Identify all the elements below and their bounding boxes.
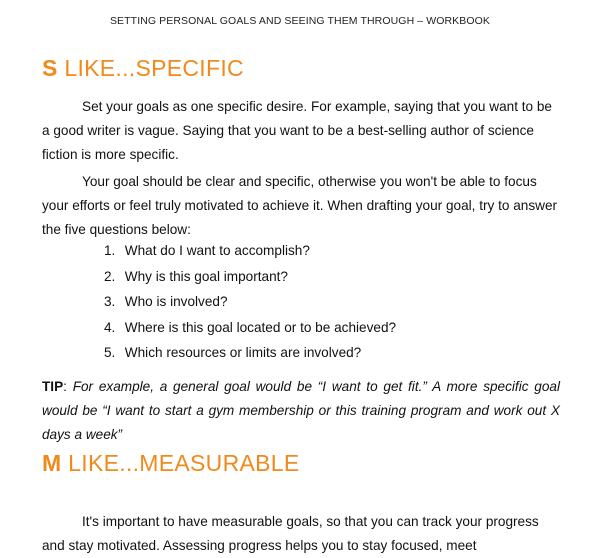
list-number: 4.	[104, 319, 116, 335]
list-item	[104, 264, 396, 290]
paragraph-text: It's important to have measurable goals, so that you can track your progress and stay motivated. Assessing progress helps you to stay focused, meet	[42, 514, 539, 553]
tip-text: For example, a general goal would be “I want to get fit.” A more specific goal would be “I want to start a gym membership or this training program and work out X days a week”	[42, 379, 560, 442]
measurable-paragraph-1	[42, 510, 562, 558]
heading-title-text: LIKE...SPECIFIC	[57, 55, 244, 81]
list-item-text: Which resources or limits are involved?	[124, 345, 362, 360]
specific-paragraph-1	[42, 95, 562, 167]
list-item	[104, 238, 396, 264]
section-heading-measurable	[42, 450, 300, 477]
list-item	[104, 315, 396, 341]
list-item-text: Where is this goal located or to be achieved?	[124, 319, 397, 335]
tip-paragraph	[42, 375, 560, 447]
tip-label: TIP	[42, 379, 64, 394]
running-header: SETTING PERSONAL GOALS AND SEEING THEM THROUGH – WORKBOOK	[109, 15, 491, 27]
list-item-text: What do I want to accomplish?	[124, 243, 310, 258]
list-number: 1.	[104, 243, 116, 258]
heading-title-text: LIKE...MEASURABLE	[61, 450, 300, 476]
list-item-text: Who is involved?	[124, 294, 228, 309]
list-item-text: Why is this goal important?	[124, 268, 288, 284]
tip-colon: :	[63, 379, 73, 394]
heading-initial-letter: M	[42, 450, 62, 476]
list-number: 3.	[104, 294, 116, 309]
list-number: 2.	[104, 268, 116, 284]
specific-paragraph-2	[42, 170, 562, 242]
list-item	[104, 289, 396, 315]
paragraph-text: Set your goals as one specific desire. For example, saying that you want to be a good writer is vague. Saying that you want to be a best-selling author of science fiction is more specific.	[42, 99, 552, 162]
list-number: 5.	[104, 345, 116, 360]
heading-initial-letter: S	[42, 55, 58, 81]
list-item	[104, 340, 396, 366]
paragraph-text: Your goal should be clear and specific, otherwise you won't be able to focus your efforts or feel truly motivated to achieve it. When drafting your goal, try to answer the five questions below:	[42, 174, 558, 237]
five-questions-list	[104, 238, 396, 366]
section-heading-specific	[42, 55, 244, 82]
